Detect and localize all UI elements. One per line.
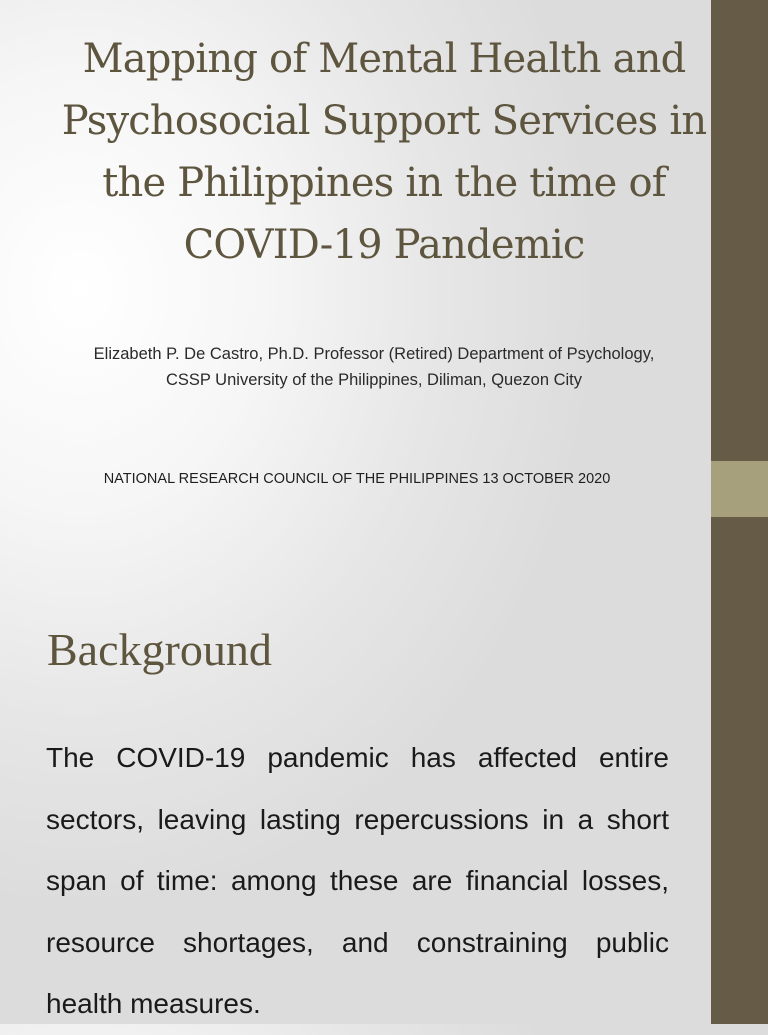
section-heading: Background (47, 624, 272, 675)
author-info: Elizabeth P. De Castro, Ph.D. Professor (Retired) Department of Psychology, CSSP University of the Philippines, Diliman, Quezon City (93, 345, 655, 389)
page-title: Mapping of Mental Health and Psychosocial Support Services in the Philippines in the time of COVID-19 Pandemic (61, 36, 707, 268)
section-body: The COVID-19 pandemic has affected entire sectors, leaving lasting repercussions in a short span of time: among these are financial losses, resource shortages, and constraining public health measures. (46, 742, 669, 1019)
organization-date: NATIONAL RESEARCH COUNCIL OF THE PHILIPPINES 13 OCTOBER 2020 (103, 471, 611, 487)
sidebar-accent-block (711, 461, 768, 517)
